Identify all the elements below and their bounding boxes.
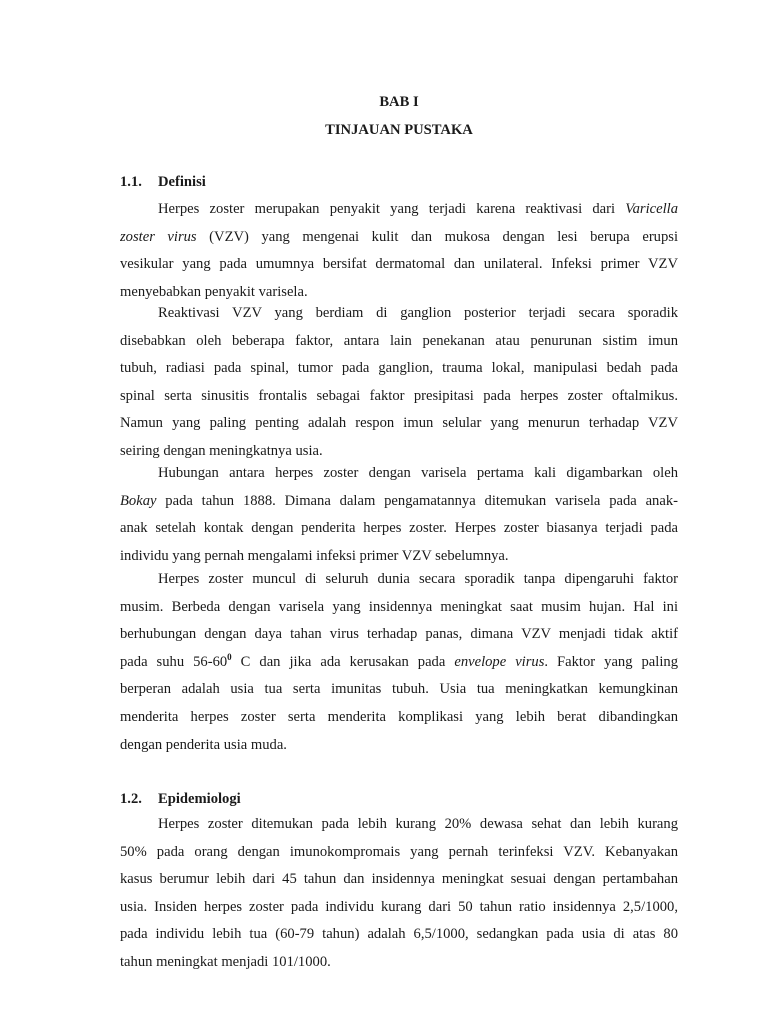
section-title: Definisi	[158, 174, 206, 190]
text-line: Herpes zoster ditemukan pada lebih kurang 20% dewasa sehat dan lebih kurang	[158, 816, 678, 832]
chapter-title: TINJAUAN PUSTAKA	[325, 122, 473, 138]
text-line: menderita herpes zoster serta menderita komplikasi yang lebih berat dibandingkan	[120, 708, 678, 725]
text-line: berperan adalah usia tua serta imunitas tubuh. Usia tua meningkatkan kemungkinan	[120, 681, 678, 698]
text-line: Bokay pada tahun 1888. Dimana dalam pengamatannya ditemukan varisela pada anak-	[120, 492, 678, 509]
text-line: menyebabkan penyakit varisela.	[120, 283, 308, 300]
section-heading-definisi	[120, 172, 678, 192]
text-line: 50% pada orang dengan imunokompromais yang pernah terinfeksi VZV. Kebanyakan	[120, 843, 678, 860]
text-line: dengan penderita usia muda.	[120, 736, 287, 753]
text-line: pada suhu $56-60^0$ C dan jika ada kerusakan pada envelope virus. Faktor yang paling	[120, 651, 678, 670]
section-number: 1.2.	[120, 791, 142, 807]
text-line: Reaktivasi VZV yang berdiam di ganglion posterior terjadi secara sporadik	[158, 305, 678, 321]
text-line: Namun yang paling penting adalah respon imun selular yang menurun terhadap VZV	[120, 415, 678, 432]
section-heading-epidemiologi	[120, 789, 678, 809]
text-line: Herpes zoster merupakan penyakit yang terjadi karena reaktivasi dari Varicella	[158, 201, 678, 217]
paragraph-definisi-3	[120, 460, 678, 570]
paragraph-definisi-4	[120, 566, 678, 759]
text-line: tubuh, radiasi pada spinal, tumor pada ganglion, trauma lokal, manipulasi bedah pada	[120, 360, 678, 377]
text-line: seiring dengan meningkatnya usia.	[120, 442, 323, 459]
paragraph-epidemiologi-1	[120, 811, 678, 977]
text-line: vesikular yang pada umumnya bersifat dermatomal dan unilateral. Infeksi primer VZV	[120, 256, 678, 273]
section-title: Epidemiologi	[158, 791, 241, 807]
document-page	[120, 0, 678, 1024]
text-line: kasus berumur lebih dari 45 tahun dan insidennya meningkat sesuai dengan pertambahan	[120, 871, 678, 888]
text-line: musim. Berbeda dengan varisela yang insidennya meningkat saat musim hujan. Hal ini	[120, 598, 678, 615]
text-line: spinal serta sinusitis frontalis sebagai faktor presipitasi pada herpes zoster oftalmikus.	[120, 387, 678, 404]
paragraph-definisi-2	[120, 300, 678, 466]
text-line: usia. Insiden herpes zoster pada individu kurang dari 50 tahun ratio insidennya 2,5/1000,	[120, 898, 678, 915]
text-line: zoster virus (VZV) yang mengenai kulit dan mukosa dengan lesi berupa erupsi	[120, 228, 678, 245]
text-line: tahun meningkat menjadi 101/1000.	[120, 953, 331, 970]
chapter-number: BAB I	[379, 94, 419, 110]
text-line: Herpes zoster muncul di seluruh dunia secara sporadik tanpa dipengaruhi faktor	[158, 571, 678, 587]
paragraph-definisi-1	[120, 196, 678, 306]
text-line: Hubungan antara herpes zoster dengan varisela pertama kali digambarkan oleh	[158, 465, 678, 481]
text-line: individu yang pernah mengalami infeksi primer VZV sebelumnya.	[120, 547, 509, 564]
text-line: pada individu lebih tua (60-79 tahun) adalah 6,5/1000, sedangkan pada usia di atas 80	[120, 926, 678, 943]
text-line: disebabkan oleh beberapa faktor, antara lain penekanan atau penurunan sistim imun	[120, 332, 678, 349]
section-number: 1.1.	[120, 174, 142, 190]
text-line: anak setelah kontak dengan penderita herpes zoster. Herpes zoster biasanya terjadi pada	[120, 520, 678, 537]
text-line: berhubungan dengan daya tahan virus terhadap panas, dimana VZV menjadi tidak aktif	[120, 626, 678, 643]
